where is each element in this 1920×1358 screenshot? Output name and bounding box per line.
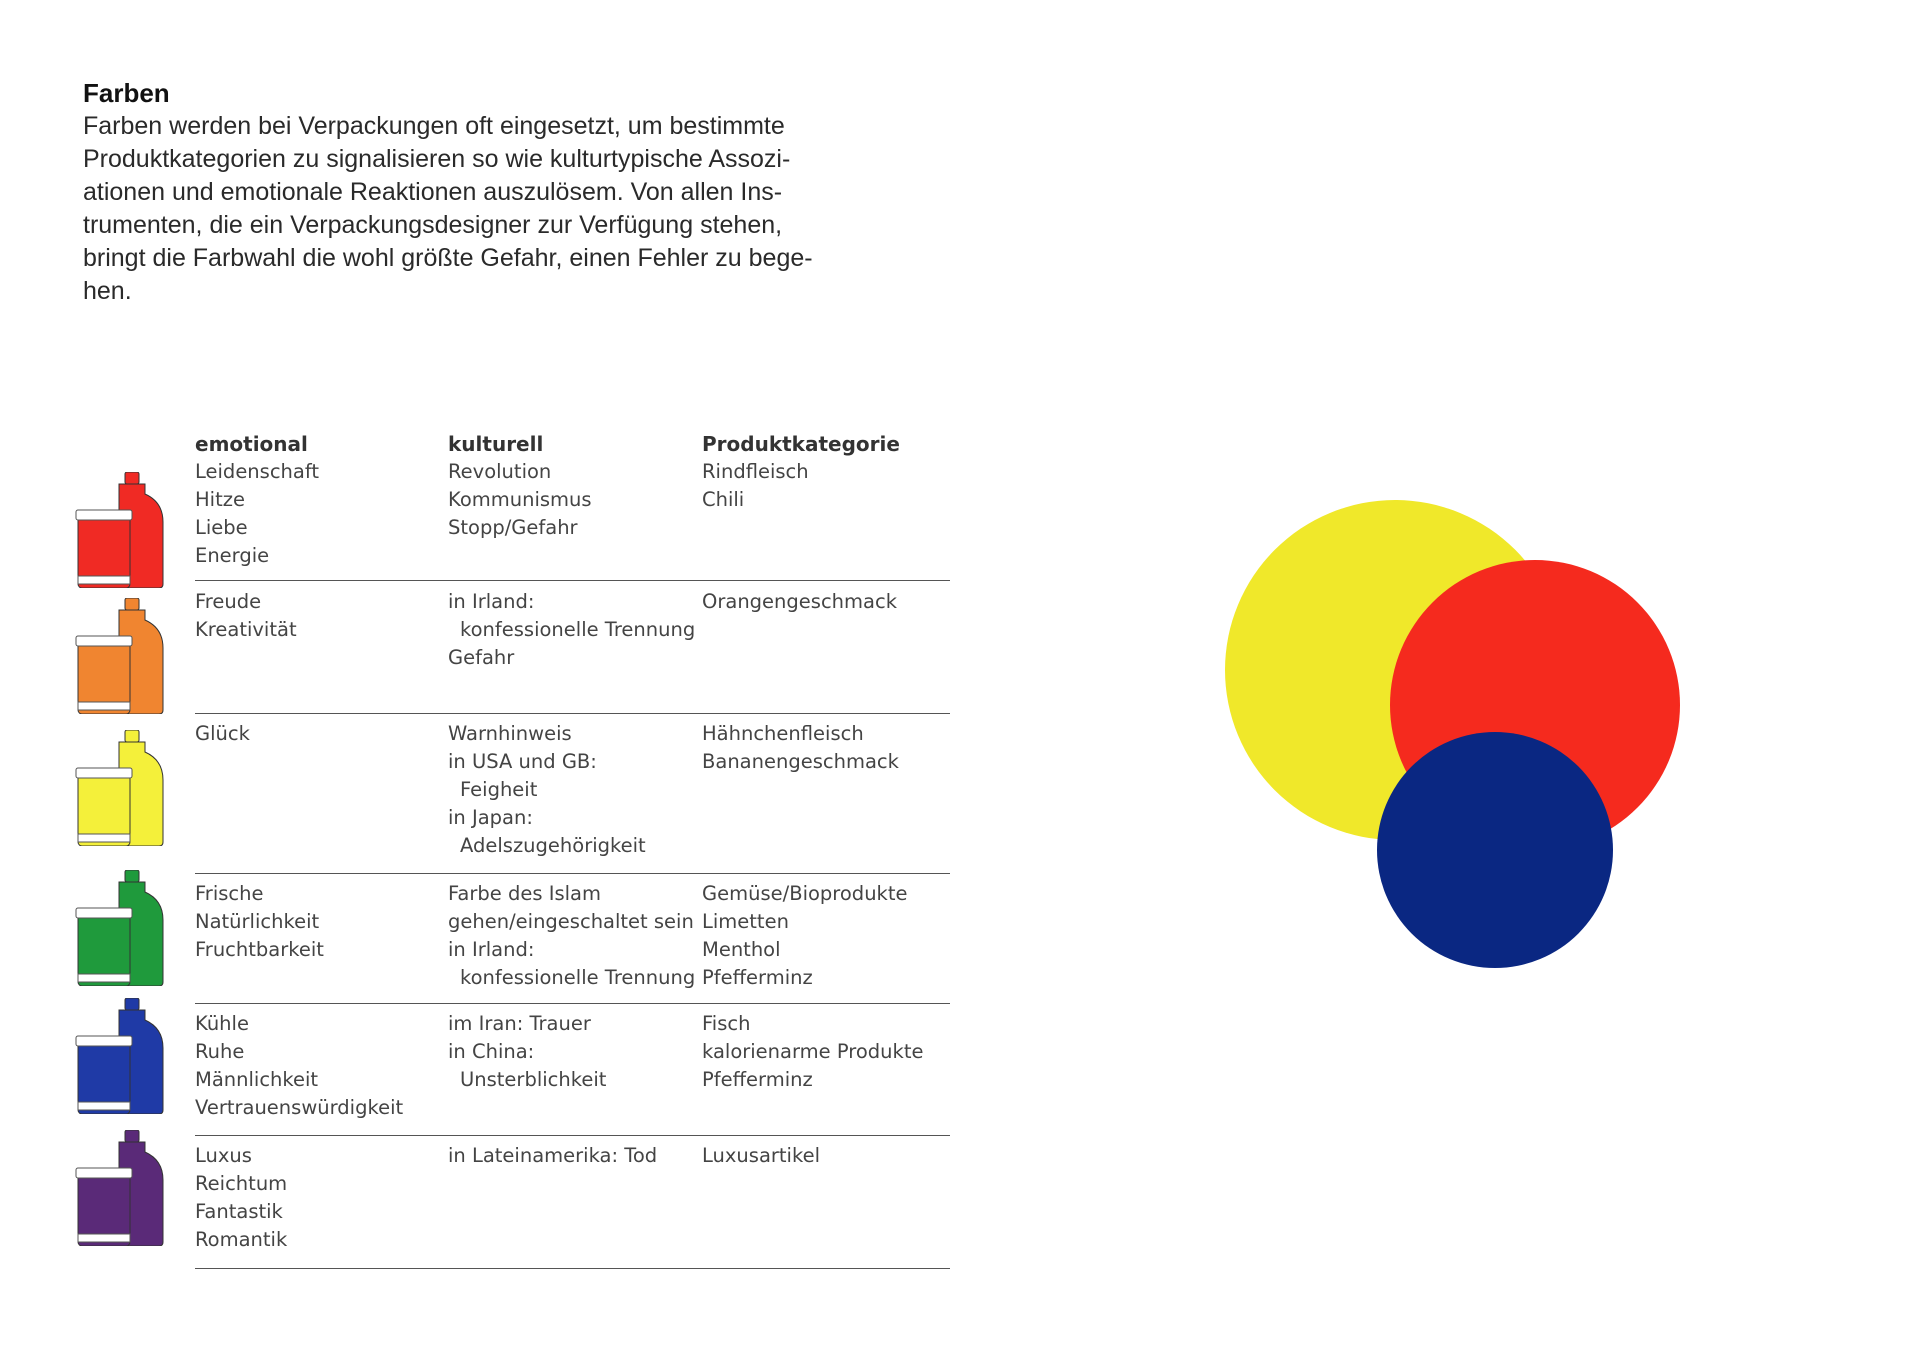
cell-line: Gemüse/Bioprodukte	[702, 882, 908, 905]
cell-emotional	[195, 458, 319, 570]
cell-line: Natürlichkeit	[195, 910, 320, 933]
yellow-bottle-jar-icon	[75, 730, 165, 846]
cell-kulturell	[448, 1142, 657, 1170]
cell-line: Adelszugehörigkeit	[460, 834, 646, 857]
cell-line: Menthol	[702, 938, 781, 961]
cell-line: gehen/eingeschaltet sein	[448, 910, 694, 933]
row-divider	[195, 1135, 950, 1136]
cell-line: im Iran: Trauer	[448, 1012, 591, 1035]
cell-kulturell	[448, 720, 646, 860]
cell-kulturell	[448, 588, 695, 672]
cell-line: Revolution	[448, 460, 552, 483]
cell-emotional	[195, 1142, 287, 1254]
cell-kulturell	[448, 1010, 606, 1094]
cell-line: Romantik	[195, 1228, 288, 1251]
cell-line: in China:	[448, 1040, 535, 1063]
cell-line: Reichtum	[195, 1172, 288, 1195]
cell-line: in USA und GB:	[448, 750, 597, 773]
cell-emotional	[195, 880, 324, 964]
cell-line: in Irland:	[448, 590, 535, 613]
cell-line: Luxusartikel	[702, 1144, 820, 1167]
row-divider	[195, 713, 950, 714]
cell-line: Chili	[702, 488, 745, 511]
cell-line: Fruchtbarkeit	[195, 938, 324, 961]
cell-line: Männlichkeit	[195, 1068, 319, 1091]
cell-line: Unsterblichkeit	[460, 1068, 607, 1091]
cell-line: Hähnchenfleisch	[702, 722, 864, 745]
cell-line: in Irland:	[448, 938, 535, 961]
cell-line: konfessionelle Trennung	[460, 618, 696, 641]
cell-line: Pfefferminz	[702, 966, 813, 989]
cell-line: Limetten	[702, 910, 789, 933]
row-divider	[195, 1003, 950, 1004]
cell-line: Feigheit	[460, 778, 538, 801]
cell-line: Ruhe	[195, 1040, 245, 1063]
cell-line: Vertrauenswürdigkeit	[195, 1096, 404, 1119]
paragraph-line: bringt die Farbwahl die wohl größte Gefahr, einen Fehler zu bege-	[83, 244, 813, 272]
cell-line: Warnhinweis	[448, 722, 572, 745]
intro-section	[83, 76, 883, 308]
cell-line: Rindfleisch	[702, 460, 809, 483]
green-bottle-jar-icon	[75, 870, 165, 986]
cell-line: Hitze	[195, 488, 245, 511]
paragraph-line: Produktkategorien zu signalisieren so wie kulturtypische Assozi-	[83, 145, 791, 173]
cell-line: Energie	[195, 544, 270, 567]
cell-line: Stopp/Gefahr	[448, 516, 578, 539]
cell-line: Glück	[195, 722, 250, 745]
cell-produkt	[702, 880, 907, 992]
color-circles-graphic	[1225, 490, 1765, 970]
intro-paragraph	[83, 110, 883, 308]
red-bottle-jar-icon	[75, 472, 165, 588]
cell-line: Leidenschaft	[195, 460, 320, 483]
paragraph-line: Farben werden bei Verpackungen oft eingesetzt, um bestimmte	[83, 112, 785, 140]
row-divider	[195, 580, 950, 581]
cell-line: Fisch	[702, 1012, 751, 1035]
header-kulturell: kulturell	[448, 432, 544, 456]
cell-line: kalorienarme Produkte	[702, 1040, 924, 1063]
orange-bottle-jar-icon	[75, 598, 165, 714]
blue-bottle-jar-icon	[75, 998, 165, 1114]
cell-produkt	[702, 720, 899, 776]
cell-produkt	[702, 458, 809, 514]
cell-line: Kühle	[195, 1012, 249, 1035]
cell-line: Luxus	[195, 1144, 252, 1167]
cell-line: Fantastik	[195, 1200, 283, 1223]
purple-bottle-jar-icon	[75, 1130, 165, 1246]
cell-produkt	[702, 1142, 820, 1170]
cell-emotional	[195, 588, 297, 644]
cell-line: Pfefferminz	[702, 1068, 813, 1091]
cell-line: Farbe des Islam	[448, 882, 601, 905]
cell-line: Kreativität	[195, 618, 297, 641]
cell-line: konfessionelle Trennung	[460, 966, 696, 989]
paragraph-line: trumenten, die ein Verpackungsdesigner zur Verfügung stehen,	[83, 211, 783, 239]
cell-line: Frische	[195, 882, 264, 905]
cell-produkt	[702, 1010, 923, 1094]
cell-produkt	[702, 588, 897, 616]
paragraph-line: hen.	[83, 277, 132, 305]
cell-line: Orangengeschmack	[702, 590, 897, 613]
cell-line: in Lateinamerika: Tod	[448, 1144, 658, 1167]
row-divider	[195, 1268, 950, 1269]
cell-line: Gefahr	[448, 646, 515, 669]
cell-kulturell	[448, 880, 695, 992]
section-heading: Farben	[83, 78, 170, 108]
cell-line: Bananengeschmack	[702, 750, 899, 773]
row-divider	[195, 873, 950, 874]
color-association-table	[75, 430, 975, 1270]
cell-emotional	[195, 1010, 403, 1122]
header-emotional: emotional	[195, 432, 308, 456]
cell-line: in Japan:	[448, 806, 533, 829]
paragraph-line: ationen und emotionale Reaktionen auszulösem. Von allen Ins-	[83, 178, 783, 206]
cell-line: Freude	[195, 590, 262, 613]
cell-kulturell	[448, 458, 592, 542]
blue-circle	[1377, 732, 1613, 968]
cell-line: Kommunismus	[448, 488, 592, 511]
header-produktkategorie: Produktkategorie	[702, 432, 900, 456]
cell-emotional	[195, 720, 250, 748]
cell-line: Liebe	[195, 516, 248, 539]
